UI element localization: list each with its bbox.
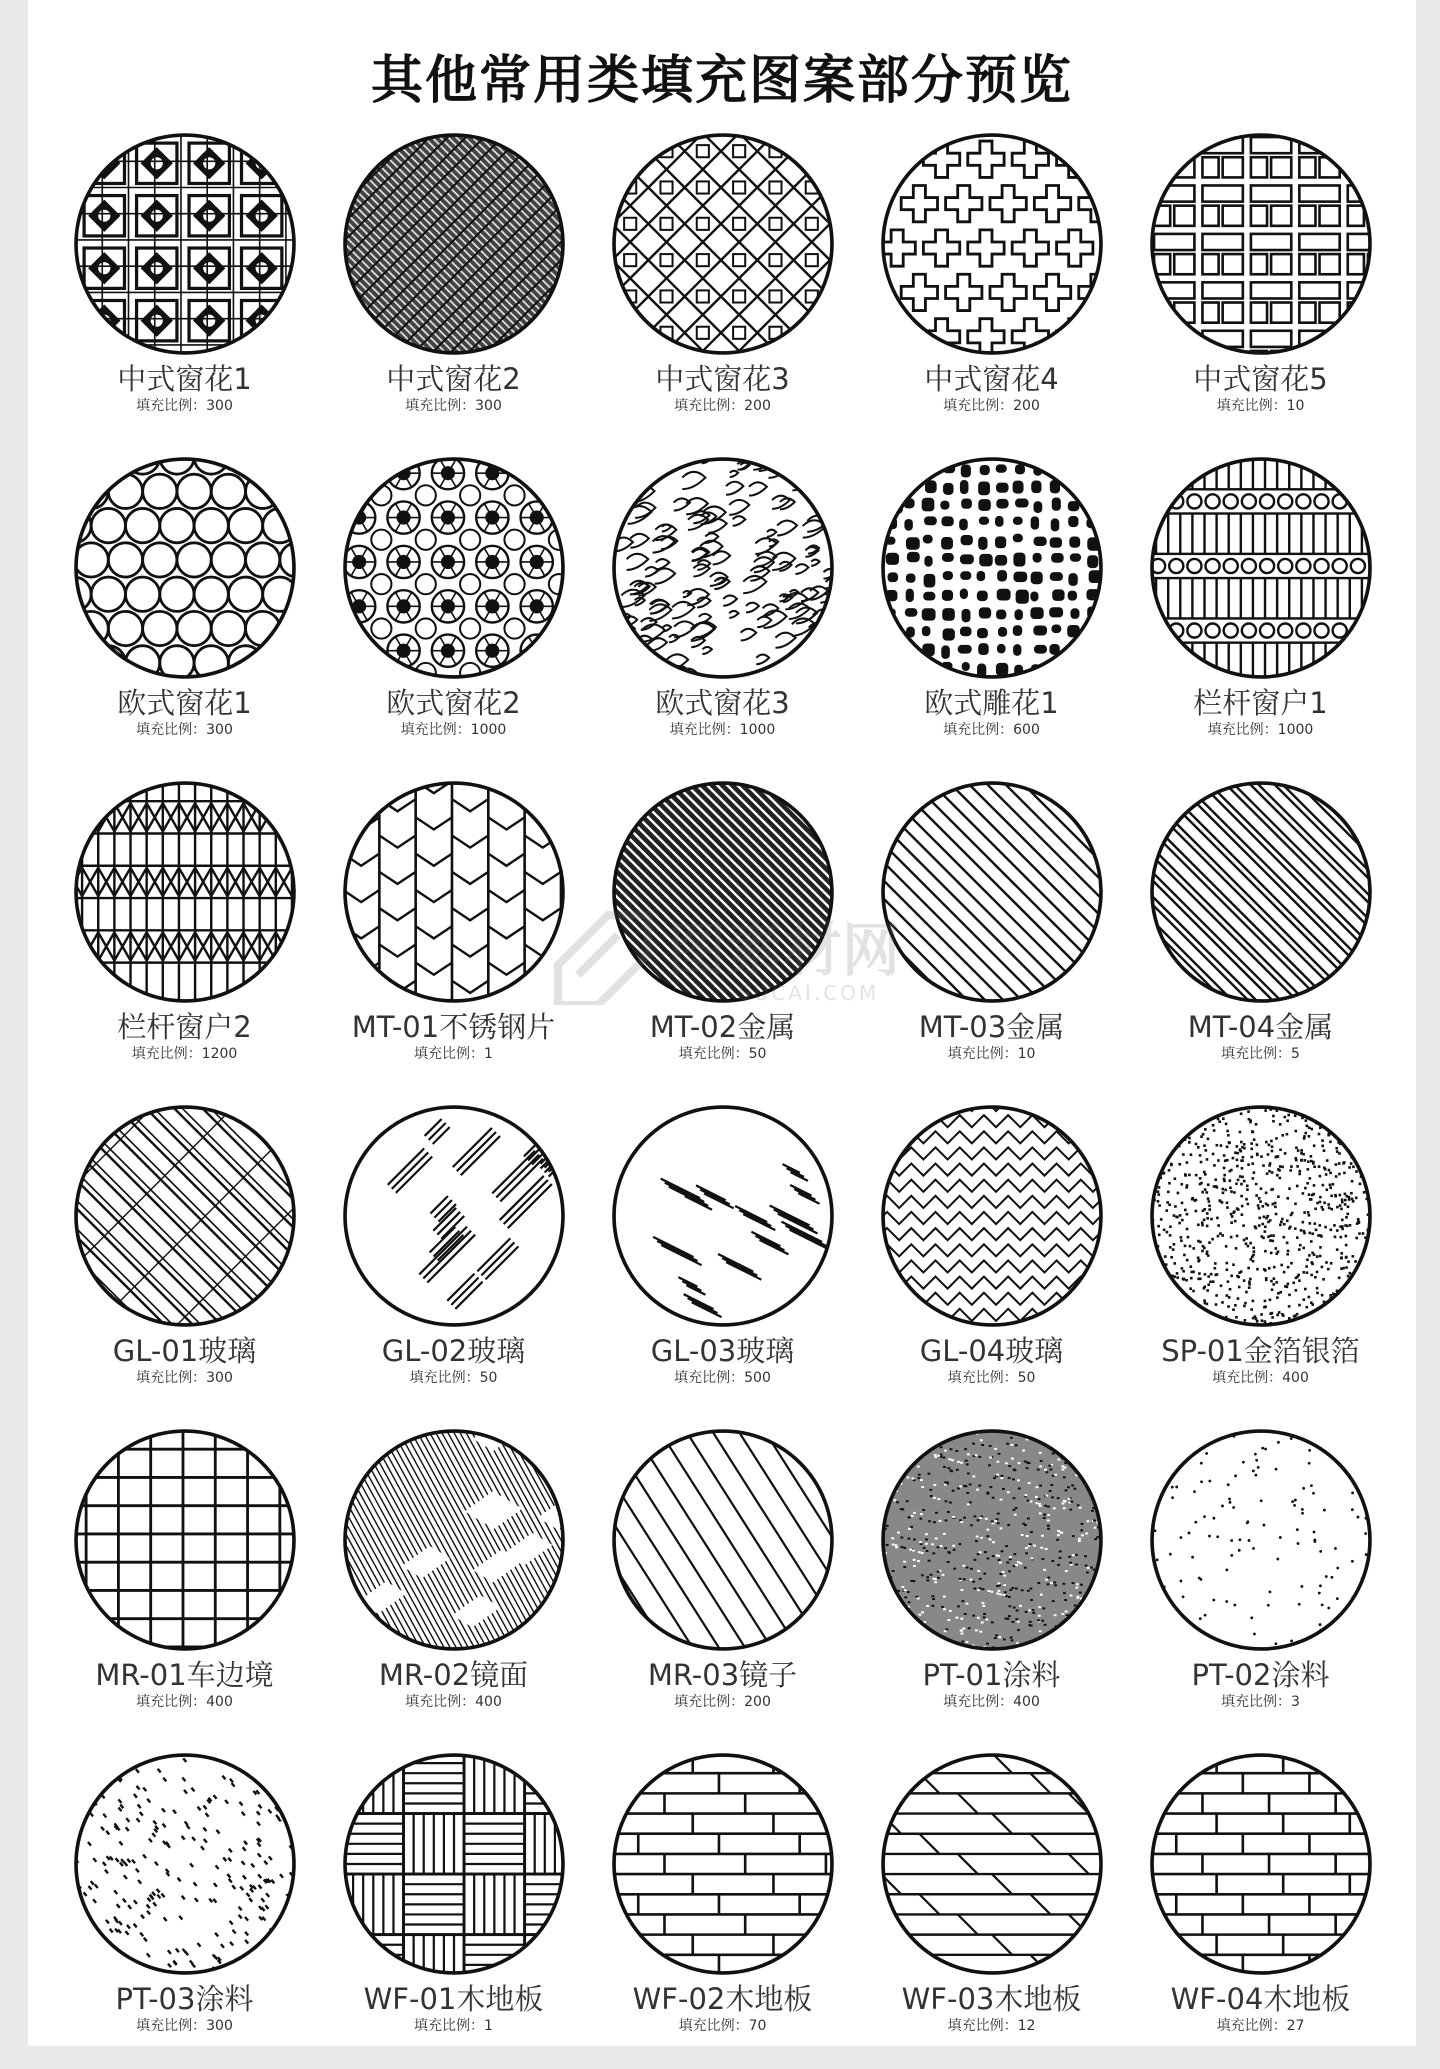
pattern-scale-value: 70 [748,2018,767,2034]
pattern-scale-value: 50 [1017,1370,1036,1386]
pattern-swatch-svg [72,779,298,1005]
pattern-name: WF-02木地板 [632,1982,813,2016]
pattern-scale [588,395,857,415]
pattern-swatch [879,1427,1105,1653]
pattern-card [1126,1421,1395,1745]
pattern-scale-value: 400 [1282,1370,1309,1386]
pattern-scale-value: 1000 [1277,722,1314,738]
pattern-scale [1126,395,1395,415]
pattern-scale-label: 填充比例： [674,398,745,414]
pattern-swatch [879,455,1105,681]
pattern-scale-label: 填充比例： [669,722,740,738]
pattern-card [319,449,588,773]
pattern-swatch-svg [72,131,298,357]
pattern-name: MR-02镜面 [378,1658,529,1692]
pattern-scale-value: 600 [1013,722,1040,738]
pattern-card [50,449,319,773]
pattern-scale-value: 1000 [739,722,776,738]
pattern-card [319,125,588,449]
pattern-swatch [879,131,1105,357]
pattern-name: PT-03涂料 [115,1982,254,2016]
pattern-scale [1126,1691,1395,1711]
pattern-scale-label: 填充比例： [943,1694,1014,1710]
pattern-swatch-svg [72,455,298,681]
pattern-name: 中式窗花5 [1193,362,1328,396]
pattern-swatch [72,1751,298,1977]
pattern-swatch [72,131,298,357]
pattern-scale [857,719,1126,739]
pattern-swatch [610,1427,836,1653]
pattern-scale-value: 400 [1013,1694,1040,1710]
pattern-scale [50,2015,319,2035]
pattern-scale [50,1367,319,1387]
pattern-scale-value: 200 [1013,398,1040,414]
pattern-card [857,1097,1126,1421]
pattern-scale [857,1367,1126,1387]
pattern-card [50,1097,319,1421]
pattern-swatch [341,1103,567,1329]
pattern-scale [857,1691,1126,1711]
pattern-card [588,1421,857,1745]
pattern-card [857,773,1126,1097]
pattern-scale-label: 填充比例： [1216,2018,1287,2034]
pattern-scale [1126,719,1395,739]
pattern-swatch-svg [879,131,1105,357]
pattern-scale-value: 500 [744,1370,771,1386]
pattern-scale-value: 300 [206,722,233,738]
pattern-swatch-svg [879,1427,1105,1653]
pattern-card [1126,125,1395,449]
pattern-scale-value: 1200 [201,1046,238,1062]
pattern-scale [588,1043,857,1063]
pattern-scale-value: 27 [1286,2018,1305,2034]
pattern-swatch-svg [879,455,1105,681]
pattern-swatch-svg [72,1427,298,1653]
pattern-scale [588,1367,857,1387]
pattern-name: 欧式窗花2 [386,686,521,720]
pattern-scale [319,2015,588,2035]
pattern-name: SP-01金箔银箔 [1161,1334,1360,1368]
pattern-swatch-svg [341,779,567,1005]
pattern-scale-label: 填充比例： [678,2018,749,2034]
pattern-scale-label: 填充比例： [414,2018,485,2034]
pattern-card [50,125,319,449]
pattern-scale [588,2015,857,2035]
pattern-swatch-svg [1148,779,1374,1005]
pattern-scale [857,1043,1126,1063]
pattern-swatch [610,1103,836,1329]
pattern-scale-label: 填充比例： [1216,398,1287,414]
pattern-name: PT-01涂料 [922,1658,1061,1692]
pattern-swatch [879,779,1105,1005]
pattern-scale-value: 3 [1291,1694,1300,1710]
pattern-swatch [72,779,298,1005]
pattern-name: GL-01玻璃 [112,1334,257,1368]
pattern-scale [50,1691,319,1711]
pattern-swatch-svg [610,131,836,357]
pattern-scale-label: 填充比例： [678,1046,749,1062]
pattern-swatch [610,779,836,1005]
page-title: 其他常用类填充图案部分预览 [370,51,1073,111]
pattern-name: GL-03玻璃 [650,1334,795,1368]
pattern-name: PT-02涂料 [1191,1658,1330,1692]
pattern-card [588,125,857,449]
pattern-scale [857,395,1126,415]
pattern-card [50,773,319,1097]
pattern-name: WF-03木地板 [901,1982,1082,2016]
pattern-swatch-svg [1148,1103,1374,1329]
pattern-swatch-svg [1148,1751,1374,1977]
pattern-swatch [879,1751,1105,1977]
pattern-name: GL-04玻璃 [919,1334,1064,1368]
pattern-swatch [72,1103,298,1329]
pattern-swatch-svg [879,779,1105,1005]
pattern-name: MT-01不锈钢片 [351,1010,556,1044]
pattern-scale-value: 300 [206,2018,233,2034]
pattern-card [857,449,1126,773]
pattern-scale-value: 400 [206,1694,233,1710]
pattern-scale-value: 1 [484,2018,493,2034]
pattern-scale [857,2015,1126,2035]
pattern-scale-value: 1 [484,1046,493,1062]
pattern-scale-label: 填充比例： [947,1046,1018,1062]
pattern-scale-label: 填充比例： [943,398,1014,414]
pattern-swatch-svg [610,455,836,681]
pattern-card [588,1745,857,2069]
pattern-swatch [72,455,298,681]
pattern-card [50,1745,319,2069]
pattern-scale-value: 12 [1017,2018,1036,2034]
pattern-swatch [341,779,567,1005]
pattern-scale-label: 填充比例： [405,1694,476,1710]
pattern-swatch-svg [341,455,567,681]
pattern-swatch [1148,131,1374,357]
pattern-card [588,449,857,773]
pattern-name: 欧式窗花1 [117,686,252,720]
pattern-scale-label: 填充比例： [400,722,471,738]
pattern-swatch [610,455,836,681]
pattern-name: WF-01木地板 [363,1982,544,2016]
pattern-grid [50,125,1394,2069]
pattern-scale-label: 填充比例： [136,2018,207,2034]
pattern-card [1126,773,1395,1097]
pattern-swatch-svg [879,1103,1105,1329]
pattern-swatch [341,1751,567,1977]
pattern-name: GL-02玻璃 [381,1334,526,1368]
pattern-scale-label: 填充比例： [947,1370,1018,1386]
pattern-name: 欧式窗花3 [655,686,790,720]
pattern-card [857,1745,1126,2069]
pattern-scale-label: 填充比例： [1221,1694,1292,1710]
pattern-scale-value: 50 [748,1046,767,1062]
pattern-card [319,1745,588,2069]
pattern-scale-value: 5 [1291,1046,1300,1062]
pattern-swatch [1148,1427,1374,1653]
pattern-scale-label: 填充比例： [947,2018,1018,2034]
pattern-swatch-svg [341,131,567,357]
pattern-scale-label: 填充比例： [674,1694,745,1710]
pattern-swatch-svg [341,1427,567,1653]
pattern-scale [1126,1367,1395,1387]
pattern-name: 中式窗花2 [386,362,521,396]
pattern-swatch-svg [72,1751,298,1977]
pattern-swatch [1148,779,1374,1005]
pattern-scale-value: 1000 [470,722,507,738]
pattern-scale [588,1691,857,1711]
pattern-swatch [1148,1103,1374,1329]
pattern-swatch-svg [1148,455,1374,681]
pattern-card [1126,1745,1395,2069]
pattern-swatch-svg [610,1103,836,1329]
pattern-card [588,1097,857,1421]
pattern-scale-label: 填充比例： [136,722,207,738]
pattern-scale-value: 200 [744,1694,771,1710]
pattern-scale-value: 300 [206,398,233,414]
pattern-scale-label: 填充比例： [405,398,476,414]
pattern-name: MR-01车边境 [95,1658,274,1692]
pattern-swatch-svg [1148,131,1374,357]
pattern-scale-label: 填充比例： [131,1046,202,1062]
pattern-name: MR-03镜子 [647,1658,798,1692]
pattern-swatch-svg [610,1427,836,1653]
pattern-scale [50,395,319,415]
pattern-card [50,1421,319,1745]
pattern-scale [1126,2015,1395,2035]
pattern-scale [319,1367,588,1387]
pattern-card [319,773,588,1097]
pattern-scale-value: 10 [1017,1046,1036,1062]
pattern-name: WF-04木地板 [1170,1982,1351,2016]
pattern-swatch-svg [341,1751,567,1977]
pattern-swatch-svg [1148,1427,1374,1653]
pattern-scale-value: 50 [479,1370,498,1386]
pattern-scale-label: 填充比例： [943,722,1014,738]
pattern-swatch-svg [72,1103,298,1329]
pattern-scale [319,395,588,415]
pattern-card [319,1097,588,1421]
pattern-name: 栏杆窗户2 [117,1010,252,1044]
pattern-scale [50,719,319,739]
pattern-scale-label: 填充比例： [1212,1370,1283,1386]
pattern-scale-label: 填充比例： [1221,1046,1292,1062]
pattern-swatch [610,1751,836,1977]
pattern-scale [50,1043,319,1063]
pattern-name: MT-04金属 [1187,1010,1334,1044]
pattern-scale-label: 填充比例： [674,1370,745,1386]
pattern-scale [319,1043,588,1063]
pattern-scale-value: 10 [1286,398,1305,414]
pattern-scale-value: 300 [206,1370,233,1386]
pattern-swatch-svg [341,1103,567,1329]
pattern-name: 中式窗花1 [117,362,252,396]
pattern-card [588,773,857,1097]
watermark-subtext: SUCAI.COM [738,981,880,1005]
pattern-name: 栏杆窗户1 [1193,686,1328,720]
pattern-swatch-svg [879,1751,1105,1977]
pattern-swatch [1148,455,1374,681]
pattern-swatch [341,1427,567,1653]
pattern-scale-label: 填充比例： [409,1370,480,1386]
pattern-swatch [610,131,836,357]
pattern-swatch [341,455,567,681]
pattern-name: 欧式雕花1 [924,686,1059,720]
pattern-scale [588,719,857,739]
pattern-scale [319,719,588,739]
pattern-scale-value: 300 [475,398,502,414]
pattern-swatch-svg [610,1751,836,1977]
pattern-scale-label: 填充比例： [136,1694,207,1710]
pattern-swatch [72,1427,298,1653]
pattern-scale-label: 填充比例： [136,398,207,414]
pattern-card [319,1421,588,1745]
pattern-scale-label: 填充比例： [136,1370,207,1386]
pattern-swatch [1148,1751,1374,1977]
pattern-card [857,1421,1126,1745]
pattern-card [1126,449,1395,773]
pattern-scale-value: 200 [744,398,771,414]
pattern-swatch [341,131,567,357]
pattern-scale [319,1691,588,1711]
pattern-name: 中式窗花4 [924,362,1059,396]
pattern-name: 中式窗花3 [655,362,790,396]
pattern-swatch-svg [610,779,836,1005]
pattern-sheet [28,0,1416,2046]
pattern-scale-value: 400 [475,1694,502,1710]
pattern-scale-label: 填充比例： [1207,722,1278,738]
pattern-scale [1126,1043,1395,1063]
pattern-card [1126,1097,1395,1421]
pattern-swatch [879,1103,1105,1329]
pattern-card [857,125,1126,449]
pattern-name: MT-02金属 [649,1010,796,1044]
pattern-name: MT-03金属 [918,1010,1065,1044]
pattern-scale-label: 填充比例： [414,1046,485,1062]
